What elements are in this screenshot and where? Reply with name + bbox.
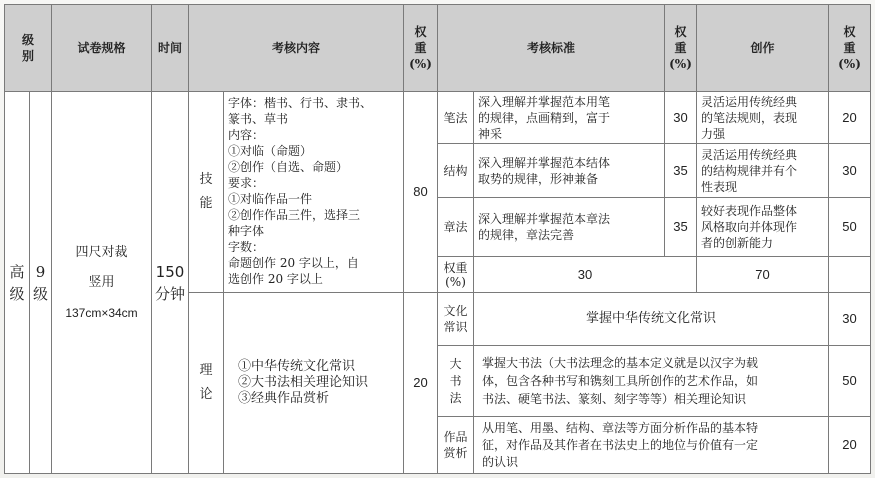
theory-row-weight-appreciation: 20 xyxy=(828,416,871,474)
header-weight-3: 权 重 (%) xyxy=(828,4,871,92)
theory-content: ①中华传统文化常识 ②大书法相关理论知识 ③经典作品赏析 xyxy=(223,292,404,474)
skill-row-label-structure: 结构 xyxy=(437,143,474,198)
theory-weight: 20 xyxy=(403,292,438,474)
skill-row-standard-composition: 深入理解并掌握范本章法 的规律，章法完善 xyxy=(473,197,665,257)
level-grade: 9 级 xyxy=(29,91,52,474)
skill-row-creation-weight-structure: 30 xyxy=(828,143,871,198)
theory-row-text-calligraphy: 掌握大书法（大书法理念的基本定义就是以汉字为载 体，包含各种书写和镌刻工具所创作的艺术作品，如 书法、硬笔书法、篆刻、刻字等等）相关理论知识 xyxy=(473,345,829,417)
skill-row-standard-structure: 深入理解并掌握范本结体 取势的规律，形神兼备 xyxy=(473,143,665,198)
skill-row-creation-brush: 灵活运用传统经典 的笔法规则，表现 力强 xyxy=(696,91,829,144)
theory-row-text-culture: 掌握中华传统文化常识 xyxy=(473,292,829,346)
skill-row-weight-structure: 35 xyxy=(664,143,697,198)
header-weight-2: 权 重 (%) xyxy=(664,4,697,92)
skill-weight-empty xyxy=(828,256,871,293)
theory-row-weight-calligraphy: 50 xyxy=(828,345,871,417)
skill-row-creation-weight-composition: 50 xyxy=(828,197,871,257)
header-creation: 创作 xyxy=(696,4,829,92)
skill-weight-create: 70 xyxy=(696,256,829,293)
theory-label: 理 论 xyxy=(188,292,224,474)
skill-weight: 80 xyxy=(403,91,438,293)
skill-row-creation-weight-brush: 20 xyxy=(828,91,871,144)
skill-row-label-brush: 笔法 xyxy=(437,91,474,144)
theory-row-text-appreciation: 从用笔、用墨、结构、章法等方面分析作品的基本特 征，对作品及其作者在书法史上的地位与价值有一定 的认识 xyxy=(473,416,829,474)
skill-row-label-composition: 章法 xyxy=(437,197,474,257)
spec-cell xyxy=(51,91,152,474)
spec-dimensions: 137cm×34cm xyxy=(65,305,138,320)
time-value: 150 分钟 xyxy=(151,91,189,474)
skill-weight-copy: 30 xyxy=(473,256,697,293)
header-content: 考核内容 xyxy=(188,4,404,92)
skill-content: 字体：楷书、行书、隶书、 篆书、草书 内容： ①对临（命题） ②创作（自选、命题） 要求： ①对临作品一件 ②创作作品三件，选择三 种字体 字数： 命题创作 20 字以上，自 选创作 20 字以上 xyxy=(223,91,404,293)
theory-row-label-calligraphy: 大 书 法 xyxy=(437,345,474,417)
skill-row-weight-composition: 35 xyxy=(664,197,697,257)
theory-row-weight-culture: 30 xyxy=(828,292,871,346)
skill-row-creation-composition: 较好表现作品整体 风格取向并体现作 者的创新能力 xyxy=(696,197,829,257)
level-name: 高 级 xyxy=(4,91,30,474)
skill-weight-row-label: 权重 (%) xyxy=(437,256,474,293)
header-level: 级 别 xyxy=(4,4,52,92)
theory-row-label-culture: 文化 常识 xyxy=(437,292,474,346)
header-time: 时间 xyxy=(151,4,189,92)
skill-row-creation-structure: 灵活运用传统经典 的结构规律并有个 性表现 xyxy=(696,143,829,198)
header-weight-1: 权 重 (%) xyxy=(403,4,438,92)
header-spec: 试卷规格 xyxy=(51,4,152,92)
theory-row-label-appreciation: 作品 赏析 xyxy=(437,416,474,474)
spec-orientation: 竖用 xyxy=(88,274,115,290)
skill-row-weight-brush: 30 xyxy=(664,91,697,144)
skill-row-standard-brush: 深入理解并掌握范本用笔 的规律，点画精到，富于 神采 xyxy=(473,91,665,144)
spec-size: 四尺对裁 xyxy=(75,244,128,260)
header-standard: 考核标准 xyxy=(437,4,665,92)
skill-label: 技 能 xyxy=(188,91,224,293)
